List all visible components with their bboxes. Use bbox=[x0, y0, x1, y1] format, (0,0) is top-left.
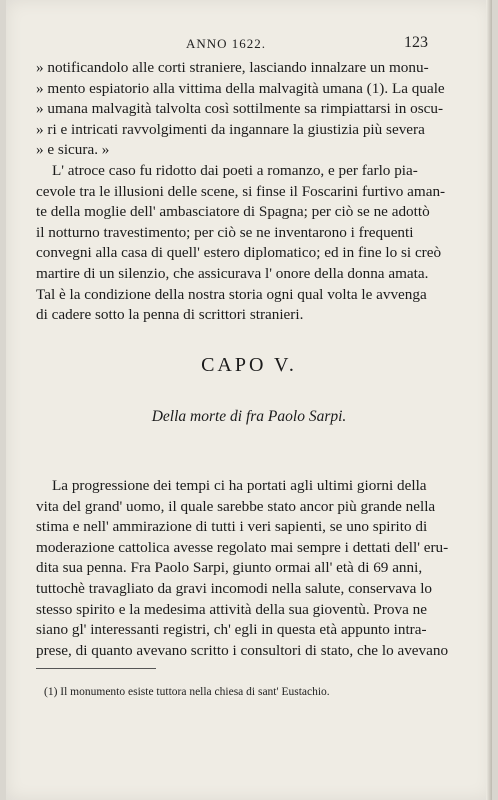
text-line: vita del grand' uomo, il quale sarebbe stato ancor più grande nella bbox=[36, 497, 436, 515]
text-line: moderazione cattolica avesse regolato mai sempre i dettati dell' eru- bbox=[36, 538, 449, 556]
text-line: » e sicura. » bbox=[36, 141, 110, 159]
chapter-title: CAPO V. bbox=[201, 354, 297, 376]
book-page bbox=[6, 0, 492, 800]
text-line: di cadere sotto la penna di scrittori stranieri. bbox=[36, 306, 304, 324]
text-line: dita sua penna. Fra Paolo Sarpi, giunto ormai all' età di 69 anni, bbox=[36, 559, 423, 577]
text-line: L' atroce caso fu ridotto dai poeti a romanzo, e per farlo pia- bbox=[52, 161, 418, 179]
footnote: (1) Il monumento esiste tuttora nella chiesa di sant' Eustachio. bbox=[44, 686, 330, 698]
text-line: siano gl' interessanti registri, ch' egli in questa età appunto intra- bbox=[36, 621, 427, 639]
body-text-top bbox=[36, 58, 456, 326]
text-line: il notturno travestimento; per ciò se ne inventarono i frequenti bbox=[36, 223, 414, 241]
text-line: convegni alla casa di quell' estero diplomatico; ed in fine lo si creò bbox=[36, 244, 442, 262]
running-head-year: ANNO 1622. bbox=[186, 36, 267, 51]
text-line: La progressione dei tempi ci ha portati agli ultimi giorni della bbox=[52, 477, 427, 494]
text-line: » notificandolo alle corti straniere, lasciando innalzare un monu- bbox=[36, 59, 429, 76]
text-line: prese, di quanto avevano scritto i consultori di stato, che lo avevano bbox=[36, 641, 449, 659]
body-text-bottom bbox=[36, 476, 456, 661]
footnote-divider bbox=[36, 668, 156, 669]
text-line: martire di un silenzio, che assicurava l' onore della donna amata. bbox=[36, 264, 429, 282]
text-line: te della moglie dell' ambasciatore di Spagna; per ciò se ne adottò bbox=[36, 203, 430, 221]
text-line: stesso spirito e la medesima attività della sua gioventù. Prova ne bbox=[36, 600, 427, 618]
text-line: » mento espiatorio alla vittima della malvagità umana (1). La quale bbox=[36, 79, 445, 97]
text-line: » ri e intricati ravvolgimenti da ingannare la giustizia più severa bbox=[36, 120, 425, 138]
text-line: stima e nell' ammirazione di tutti i veri sapienti, se uno spirito di bbox=[36, 518, 428, 536]
page-number: 123 bbox=[404, 34, 428, 51]
text-line: » umana malvagità talvolta così sottilmente sa rimpiattarsi in oscu- bbox=[36, 100, 444, 118]
page-edge bbox=[486, 0, 492, 800]
text-line: Tal è la condizione della nostra storia ogni qual volta le avvenga bbox=[36, 285, 427, 303]
text-line: cevole tra le illusioni delle scene, si finse il Foscarini furtivo aman- bbox=[36, 182, 446, 200]
text-line: tuttochè travagliato da gravi incomodi nella salute, conservava lo bbox=[36, 579, 433, 597]
chapter-subtitle: Della morte di fra Paolo Sarpi. bbox=[151, 408, 347, 425]
